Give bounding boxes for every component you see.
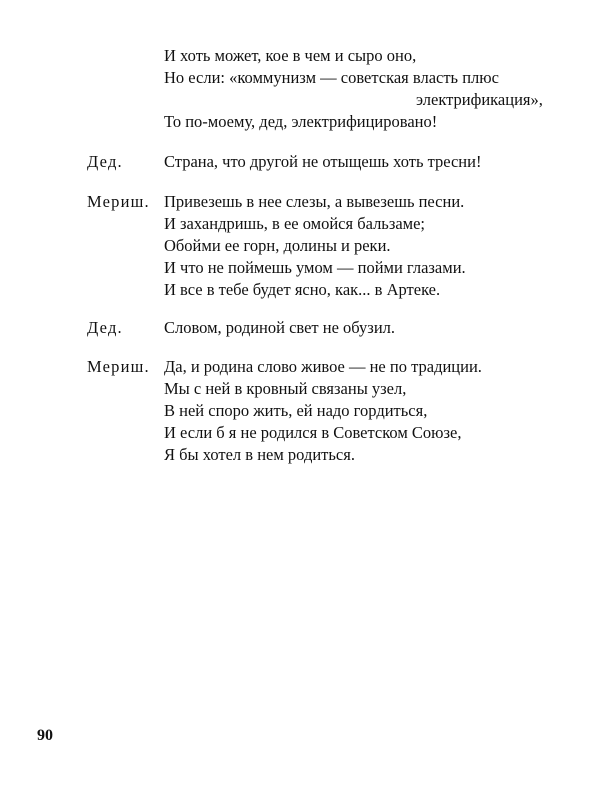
speaker-name: Мериш. [87,192,150,211]
verse-line: Мы с ней в кровный связаны узел, [164,379,407,398]
verse-line: В ней споро жить, ей надо гордиться, [164,401,428,420]
speaker-name: Мериш. [87,357,150,376]
verse-line: И хоть может, кое в чем и сыро оно, [164,46,417,65]
verse-line: И все в тебе будет ясно, как... в Артеке. [164,280,441,299]
verse-line: Привезешь в нее слезы, а вывезешь песни. [164,192,465,211]
verse-line: Да, и родина слово живое — не по традиции. [164,357,482,376]
verse-line: Я бы хотел в нем родиться. [164,445,355,464]
verse-line-continuation: электрификация», [416,90,543,109]
verse-line: И если б я не родился в Советском Союзе, [164,423,462,442]
verse-line: И что не поймешь умом — пойми глазами. [164,258,466,277]
verse-line: Страна, что другой не отыщешь хоть тресни! [164,152,482,171]
verse-line: Словом, родиной свет не обузил. [164,318,396,337]
verse-line: И захандришь, в ее омойся бальзаме; [164,214,426,233]
page-number: 90 [37,727,53,744]
verse-line: Обойми ее горн, долины и реки. [164,236,391,255]
verse-line: То по-моему, дед, электрифицировано! [164,112,438,131]
verse-line: Но если: «коммунизм — советская власть плюс [164,68,499,87]
speaker-name: Дед. [87,152,123,171]
speaker-name: Дед. [87,318,123,337]
